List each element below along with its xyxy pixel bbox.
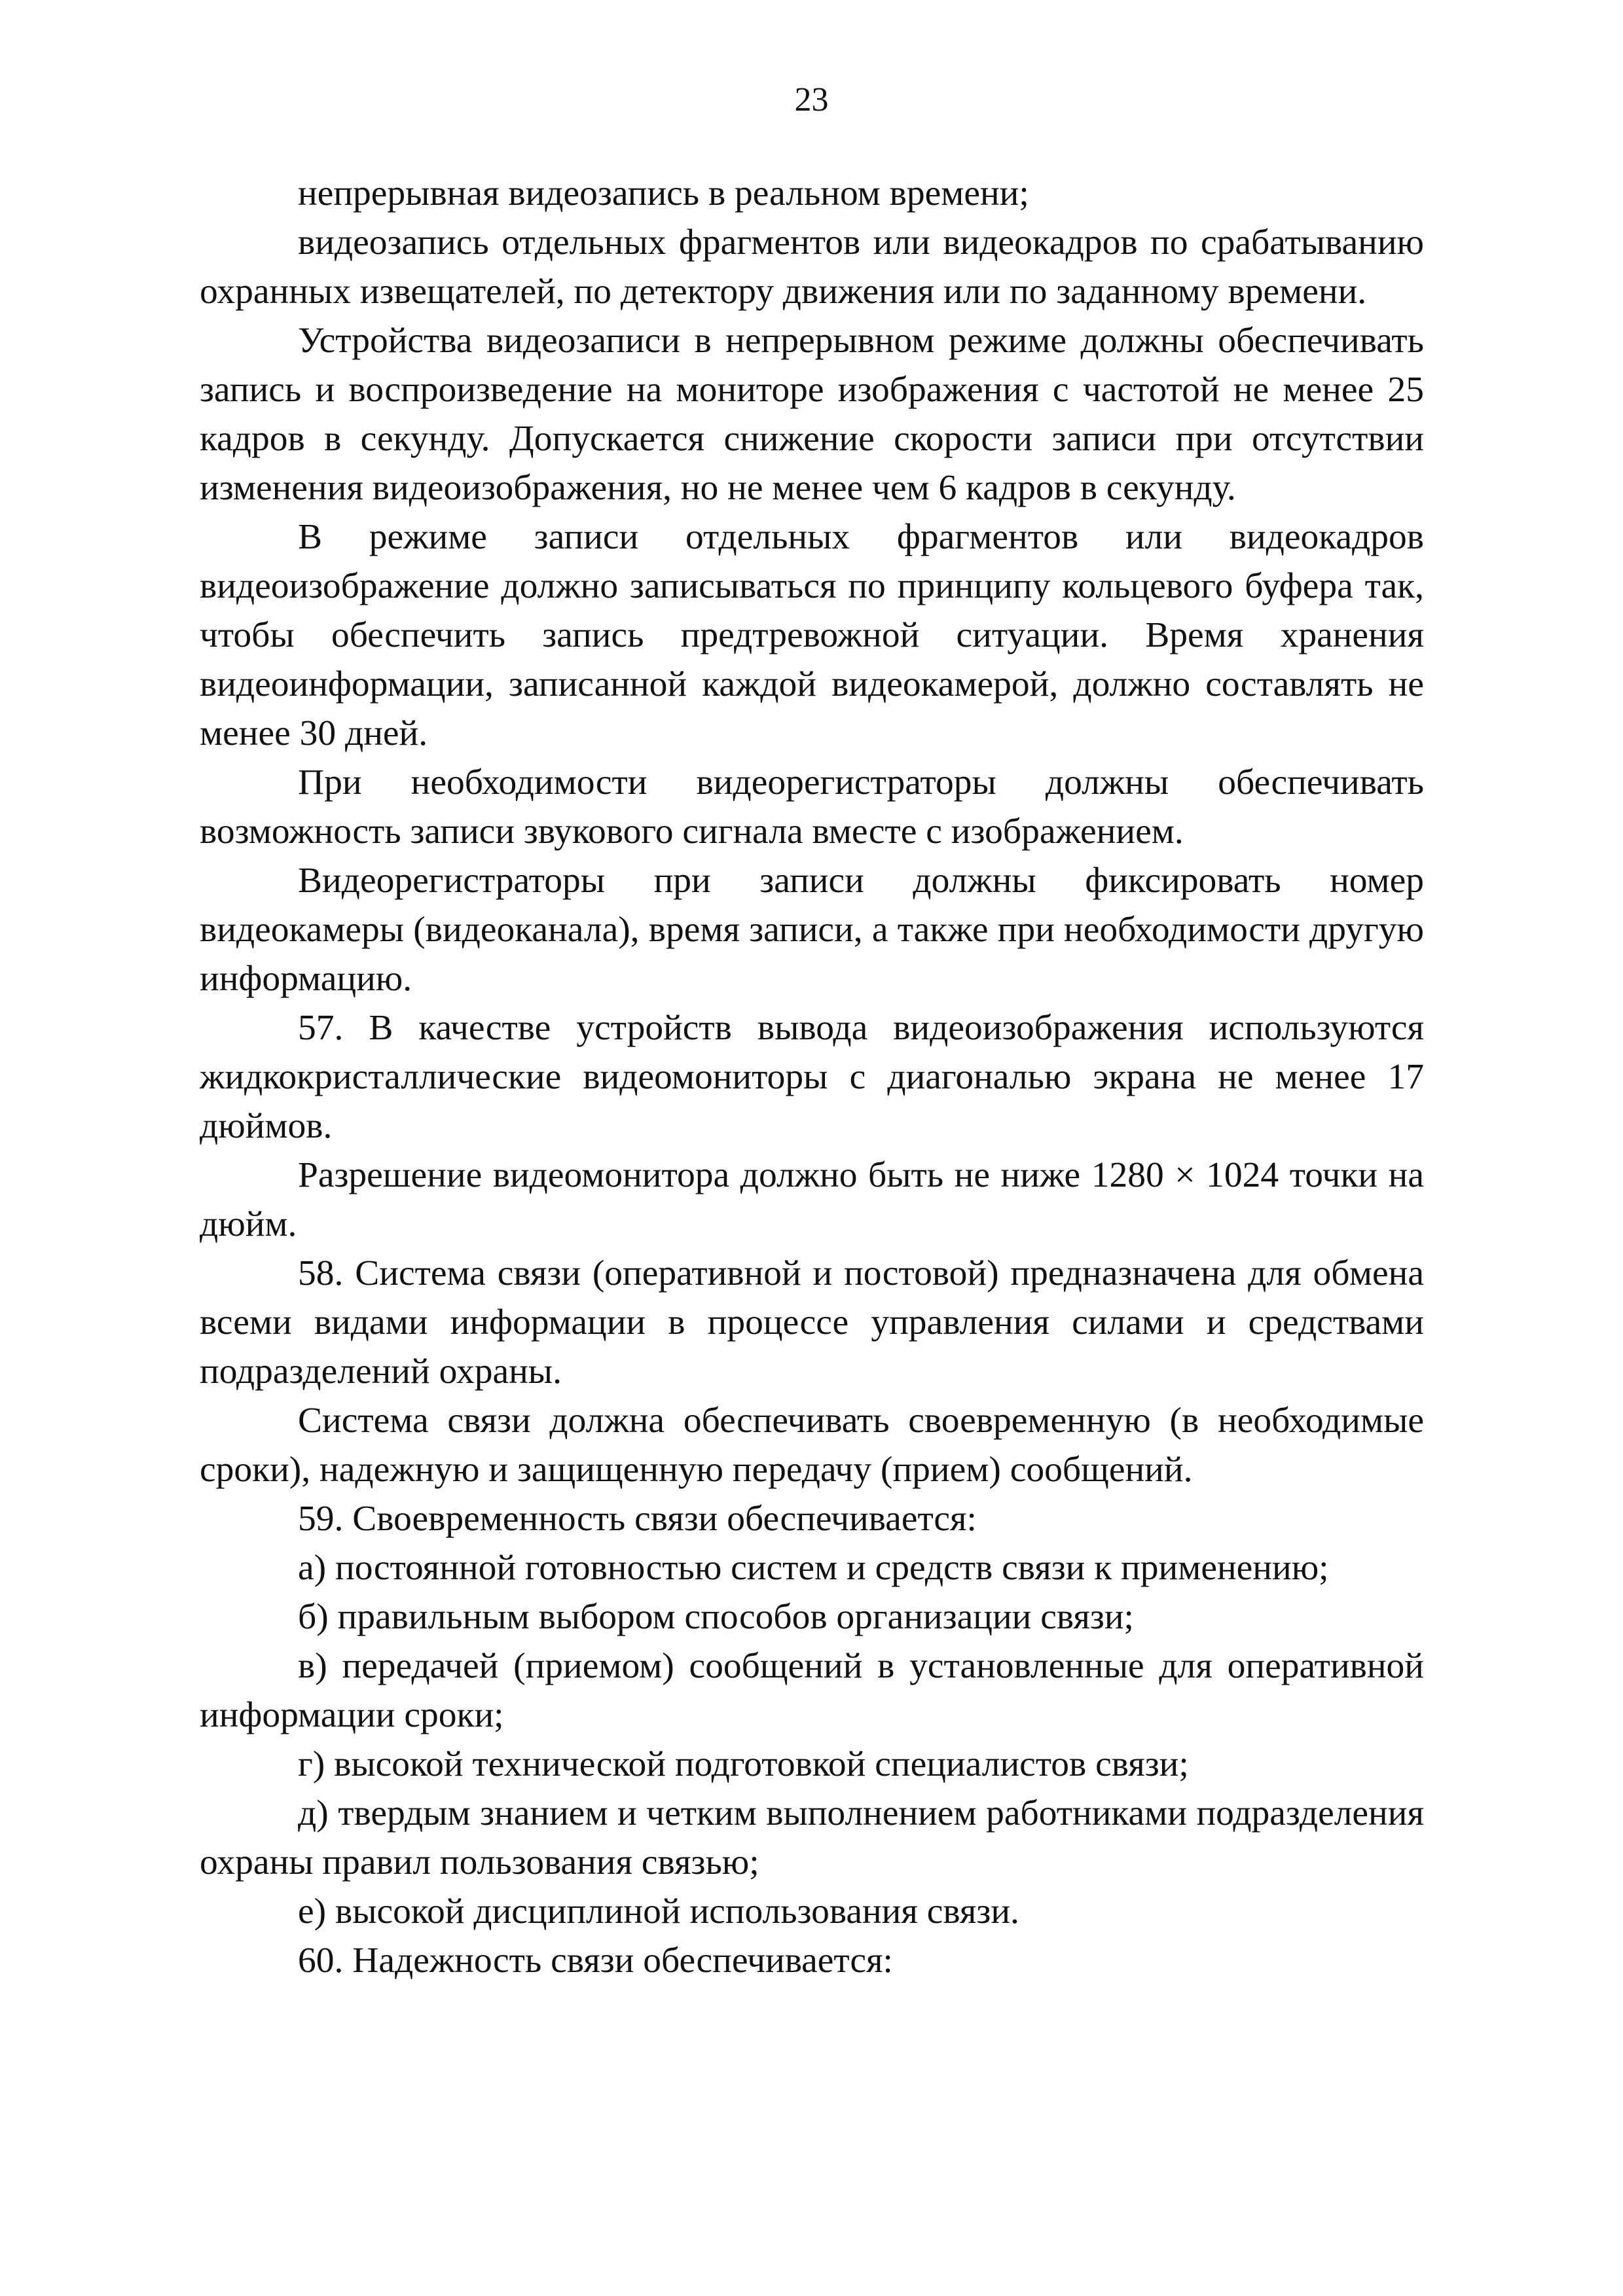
paragraph: Видеорегистраторы при записи должны фиксировать номер видеокамеры (видеоканала), время записи, а также при необходимости другую информацию. [200,861,1424,999]
list-item: г) высокой технической подготовкой специалистов связи; [298,1744,1189,1784]
list-item: б) правильным выбором способов организации связи; [298,1597,1134,1637]
page-number: 23 [794,81,829,118]
list-item: е) высокой дисциплиной использования связи. [298,1892,1019,1931]
paragraph: В режиме записи отдельных фрагментов или видеокадров видеоизображение должно записываться по принципу кольцевого буфера так, чтобы обеспечить запись предтревожной ситуации. Время хранения видеоинформации, записанной каждой видеокамерой, должно составлять не менее 30 дней. [200,517,1424,753]
section-59-heading: 59. Своевременность связи обеспечивается: [298,1499,977,1539]
list-item: д) твердым знанием и четким выполнением работниками подразделения охраны правил пользования связью; [200,1793,1424,1882]
section-57-paragraph: 57. В качестве устройств вывода видеоизображения используются жидкокристаллические видеомониторы с диагональю экрана не менее 17 дюймов. [200,1008,1424,1146]
paragraph: Устройства видеозаписи в непрерывном режиме должны обеспечивать запись и воспроизведение на мониторе изображения с частотой не менее 25 кадров в секунду. Допускается снижение скорости записи при отсутствии изменения видеоизображения, но не менее чем 6 кадров в секунду. [200,321,1424,508]
paragraph: видеозапись отдельных фрагментов или видеокадров по срабатыванию охранных извещателей, по детектору движения или по заданному времени. [200,223,1424,312]
document-body [200,169,1424,1985]
paragraph: непрерывная видеозапись в реальном времени; [298,173,1029,213]
paragraph: Разрешение видеомонитора должно быть не ниже 1280 × 1024 точки на дюйм. [200,1155,1424,1244]
section-58-paragraph: 58. Система связи (оперативной и постовой) предназначена для обмена всеми видами информации в процессе управления силами и средствами подразделений охраны. [200,1253,1424,1391]
paragraph: Система связи должна обеспечивать своевременную (в необходимые сроки), надежную и защищенную передачу (прием) сообщений. [200,1401,1424,1490]
paragraph: При необходимости видеорегистраторы должны обеспечивать возможность записи звукового сигнала вместе с изображением. [200,762,1424,852]
list-item: в) передачей (приемом) сообщений в установленные для оперативной информации сроки; [200,1646,1424,1735]
section-60-heading: 60. Надежность связи обеспечивается: [298,1941,893,1981]
list-item: а) постоянной готовностью систем и средств связи к применению; [298,1548,1329,1588]
